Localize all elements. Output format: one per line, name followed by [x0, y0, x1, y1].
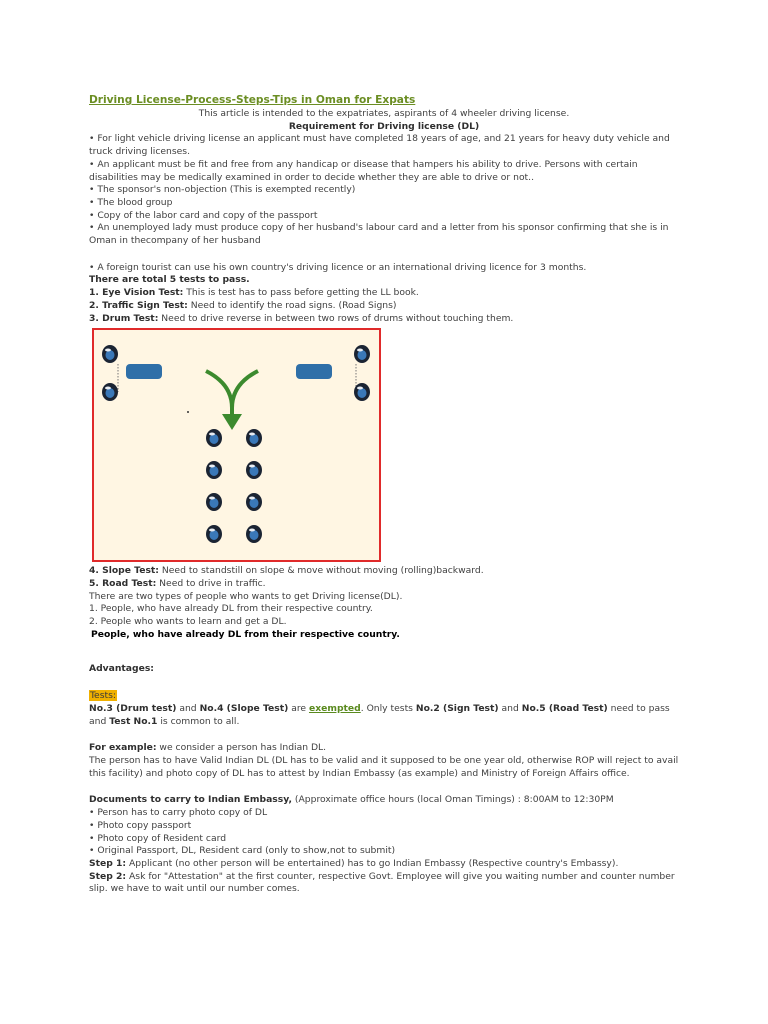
- tourist-note: • A foreign tourist can use his own country's driving licence or an international driving licence for 3 months.: [89, 261, 587, 273]
- drum-icon: [102, 383, 118, 401]
- tests-tag-line: [89, 690, 679, 703]
- documents-line: [89, 794, 679, 807]
- people-type-item: 2. People who wants to learn and get a DL.: [89, 616, 287, 628]
- requirement-item: • For light vehicle driving license an applicant must have completed 18 years of age, and 21 years for heavy duty vehicle and truck driving licenses.: [89, 133, 670, 158]
- example-line: [89, 742, 679, 755]
- requirement-item: • An applicant must be fit and free from any handicap or disease that hampers his ability to drive. Persons with certain disabilities may be medically examined in order to decide whether they are able to drive or not..: [89, 158, 638, 183]
- exempt-test-3: No.3 (Drum test): [89, 702, 177, 714]
- right-barrier: [296, 364, 332, 379]
- exempt-text: and: [176, 702, 200, 714]
- spacer: [89, 641, 679, 663]
- article: [89, 94, 679, 896]
- step-2-label: Step 2:: [89, 870, 127, 882]
- document-item: • Photo copy passport: [89, 819, 192, 831]
- people-heading: People, who have already DL from their respective country.: [91, 628, 400, 640]
- article-title-link[interactable]: Driving License-Process-Steps-Tips in Oman for Expats: [89, 94, 416, 106]
- drum-icon: [206, 429, 222, 447]
- step-1-label: Step 1:: [89, 857, 127, 869]
- step-1: [89, 858, 679, 871]
- drum-icon: [206, 525, 222, 543]
- step-2: [89, 871, 679, 896]
- drum-icon: [206, 493, 222, 511]
- stray-dot: [187, 411, 189, 413]
- test-desc: Need to drive reverse in between two rows of drums without touching them.: [158, 312, 514, 324]
- requirement-item: • The sponsor's non-objection (This is exempted recently): [89, 184, 356, 196]
- spacer: [89, 780, 679, 794]
- drum-icon: [354, 345, 370, 363]
- common-test-1: Test No.1: [109, 715, 158, 727]
- exempt-line: [89, 703, 679, 716]
- people-type-item: 1. People, who have already DL from their respective country.: [89, 603, 373, 615]
- drum-icon: [102, 345, 118, 363]
- valid-dl-text: The person has to have Valid Indian DL (DL has to be valid and it supposed to be one year old, otherwise ROP will reject to avail this facility) and photo copy of DL has to attest by Indian Embassy (as example) and Ministry of Foreign Affairs office.: [89, 754, 679, 779]
- tests-heading: There are total 5 tests to pass.: [89, 274, 250, 286]
- test-label: 2. Traffic Sign Test:: [89, 299, 188, 311]
- test-item: [89, 287, 679, 300]
- test-item: [89, 578, 679, 591]
- test-label: 5. Road Test:: [89, 577, 157, 589]
- exempt-text: need to pass: [607, 702, 670, 714]
- required-test-2: No.2 (Sign Test): [415, 702, 499, 714]
- example-text: we consider a person has Indian DL.: [156, 742, 327, 754]
- exempt-test-4: No.4 (Slope Test): [199, 702, 289, 714]
- step-2-text: Ask for "Attestation" at the first counter, respective Govt. Employee will give you waiting number and counter number slip. we have to wait until our number comes.: [89, 870, 675, 895]
- drum-test-diagram: [92, 328, 381, 562]
- drum-icon: [246, 525, 262, 543]
- drum-icon: [206, 461, 222, 479]
- test-desc: Need to identify the road signs. (Road Signs): [187, 299, 397, 311]
- drum-icon: [354, 383, 370, 401]
- test-item: [89, 565, 679, 578]
- exempt-text: . Only tests: [360, 702, 416, 714]
- test-desc: This is test has to pass before getting the LL book.: [183, 287, 419, 299]
- tests-tag: Tests:: [90, 690, 116, 702]
- test-label: 3. Drum Test:: [89, 312, 159, 324]
- test-desc: Need to drive in traffic.: [156, 577, 266, 589]
- document-item: • Person has to carry photo copy of DL: [89, 807, 268, 819]
- requirement-item: • An unemployed lady must produce copy of her husband's labour card and a letter from his sponsor confirming that she is in Oman in thecompany of her husband: [89, 222, 669, 247]
- advantages-heading: Advantages:: [89, 663, 154, 675]
- spacer: [89, 728, 679, 742]
- requirement-item: • Copy of the labor card and copy of the passport: [89, 209, 318, 221]
- intro-text: This article is intended to the expatriates, aspirants of 4 wheeler driving license.: [198, 108, 570, 119]
- required-test-5: No.5 (Road Test): [521, 702, 608, 714]
- exempt-text: and: [498, 702, 522, 714]
- requirements-list: [89, 133, 679, 247]
- left-barrier: [126, 364, 162, 379]
- documents-hours: (Approximate office hours (local Oman Timings) : 8:00AM to 12:30PM: [291, 794, 614, 806]
- arrow-head: [222, 414, 242, 430]
- example-label: For example:: [89, 742, 157, 754]
- document-item: • Photo copy of Resident card: [89, 832, 227, 844]
- document-item: • Original Passport, DL, Resident card (only to show,not to submit): [89, 845, 396, 857]
- spacer: [89, 248, 679, 262]
- common-text: is common to all.: [157, 715, 240, 727]
- drum-icon: [246, 461, 262, 479]
- common-line: [89, 716, 679, 729]
- test-label: 1. Eye Vision Test:: [89, 287, 184, 299]
- requirement-item: • The blood group: [89, 196, 173, 208]
- reverse-arrow-icon: [206, 371, 258, 408]
- requirement-heading: Requirement for Driving license (DL): [288, 120, 480, 132]
- test-label: 4. Slope Test:: [89, 565, 159, 577]
- common-text: and: [89, 715, 110, 727]
- test-item: [89, 300, 679, 313]
- people-intro: There are two types of people who wants to get Driving license(DL).: [89, 590, 403, 602]
- exempted-link[interactable]: exempted: [308, 702, 361, 714]
- exempt-text: are: [288, 702, 309, 714]
- test-item: [89, 313, 679, 326]
- drum-icon: [246, 429, 262, 447]
- test-desc: Need to standstill on slope & move without moving (rolling)backward.: [158, 565, 484, 577]
- drum-icon: [246, 493, 262, 511]
- drum-test-diagram-svg: [94, 330, 379, 560]
- spacer: [89, 676, 679, 690]
- step-1-text: Applicant (no other person will be entertained) has to go Indian Embassy (Respective country's Embassy).: [126, 857, 619, 869]
- documents-label: Documents to carry to Indian Embassy,: [89, 794, 292, 806]
